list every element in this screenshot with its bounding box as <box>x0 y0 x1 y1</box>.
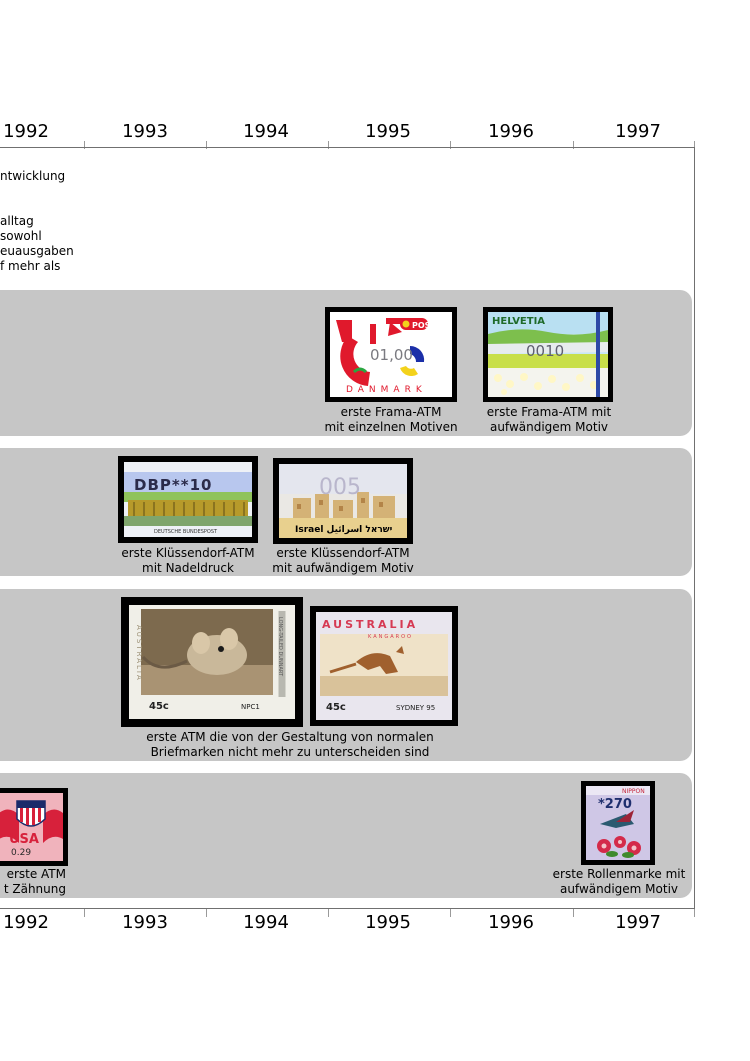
stamp-israel <box>273 458 413 544</box>
year-label: 1995 <box>365 121 411 142</box>
year-label: 1992 <box>3 121 49 142</box>
stamp-value: 45c <box>326 702 346 713</box>
stamp-value: 0.29 <box>11 848 32 858</box>
caption-australia: erste ATM die von der Gestaltung von normalen Briefmarken nicht mehr zu unterscheiden sind <box>146 730 434 759</box>
stamp-value: 01,00 <box>370 346 413 364</box>
year-label: 1997 <box>615 121 661 142</box>
stamp-name: Israel ישראל اسرائيل <box>295 525 393 535</box>
stamp-country: POST <box>412 321 436 330</box>
intro-line: f mehr als <box>0 259 61 273</box>
caption-usa: erste ATM t Zähnung <box>3 867 66 896</box>
stamp-value: DBP**10 <box>134 476 213 494</box>
stamp-side: LONG-TAILED DUNNART <box>277 617 283 677</box>
stamp-code: NPC1 <box>241 703 260 711</box>
axis-tick <box>450 909 451 917</box>
stamp-australia-kangaroo <box>310 606 458 726</box>
stamp-country: AUSTRALIA <box>135 625 143 682</box>
stamp-value: *270 <box>598 797 632 812</box>
stamp-place: SYDNEY 95 <box>396 704 436 712</box>
stamp-australia-mouse <box>121 597 303 727</box>
intro-line: alltag <box>0 214 34 228</box>
caption-nippon: erste Rollenmarke mit aufwändigem Motiv <box>552 867 686 896</box>
stamp-sub: KANGAROO <box>368 634 413 640</box>
stamp-denmark <box>325 307 457 402</box>
axis-tick <box>573 909 574 917</box>
stamp-country: USA <box>9 832 39 847</box>
caption-israel: erste Klüssendorf-ATM mit aufwändigem Motiv <box>272 546 414 575</box>
axis-tick <box>694 909 695 917</box>
year-label: 1996 <box>488 121 534 142</box>
year-label: 1993 <box>122 121 168 142</box>
year-label: 1996 <box>488 912 534 933</box>
stamp-dbp <box>118 456 258 543</box>
stamp-country: AUSTRALIA <box>322 618 419 631</box>
year-label: 1993 <box>122 912 168 933</box>
stamp-value: 45c <box>149 701 169 712</box>
stamp-value: 0010 <box>526 342 565 360</box>
caption-dbp: erste Klüssendorf-ATM mit Nadeldruck <box>121 546 255 575</box>
stamp-helvetia <box>483 307 613 402</box>
stamp-value: 005 <box>319 475 361 500</box>
year-label: 1994 <box>243 121 289 142</box>
stamp-footer: DEUTSCHE BUNDESPOST <box>154 529 218 535</box>
stamp-usa <box>0 788 68 866</box>
stamp-nippon <box>581 781 655 865</box>
year-label: 1997 <box>615 912 661 933</box>
stamp-name: DANMARK <box>346 385 427 395</box>
axis-tick <box>328 909 329 917</box>
axis-tick <box>206 909 207 917</box>
year-label: 1992 <box>3 912 49 933</box>
intro-line: sowohl <box>0 229 42 243</box>
axis-tick <box>84 909 85 917</box>
year-label: 1995 <box>365 912 411 933</box>
year-label: 1994 <box>243 912 289 933</box>
caption-helvetia: erste Frama-ATM mit aufwändigem Motiv <box>486 405 612 434</box>
intro-line: euausgaben <box>0 244 74 258</box>
stamp-country: NIPPON <box>622 788 645 795</box>
intro-line: ntwicklung <box>0 169 66 183</box>
stamp-country: HELVETIA <box>492 316 546 327</box>
caption-denmark: erste Frama-ATM mit einzelnen Motiven <box>324 405 458 434</box>
